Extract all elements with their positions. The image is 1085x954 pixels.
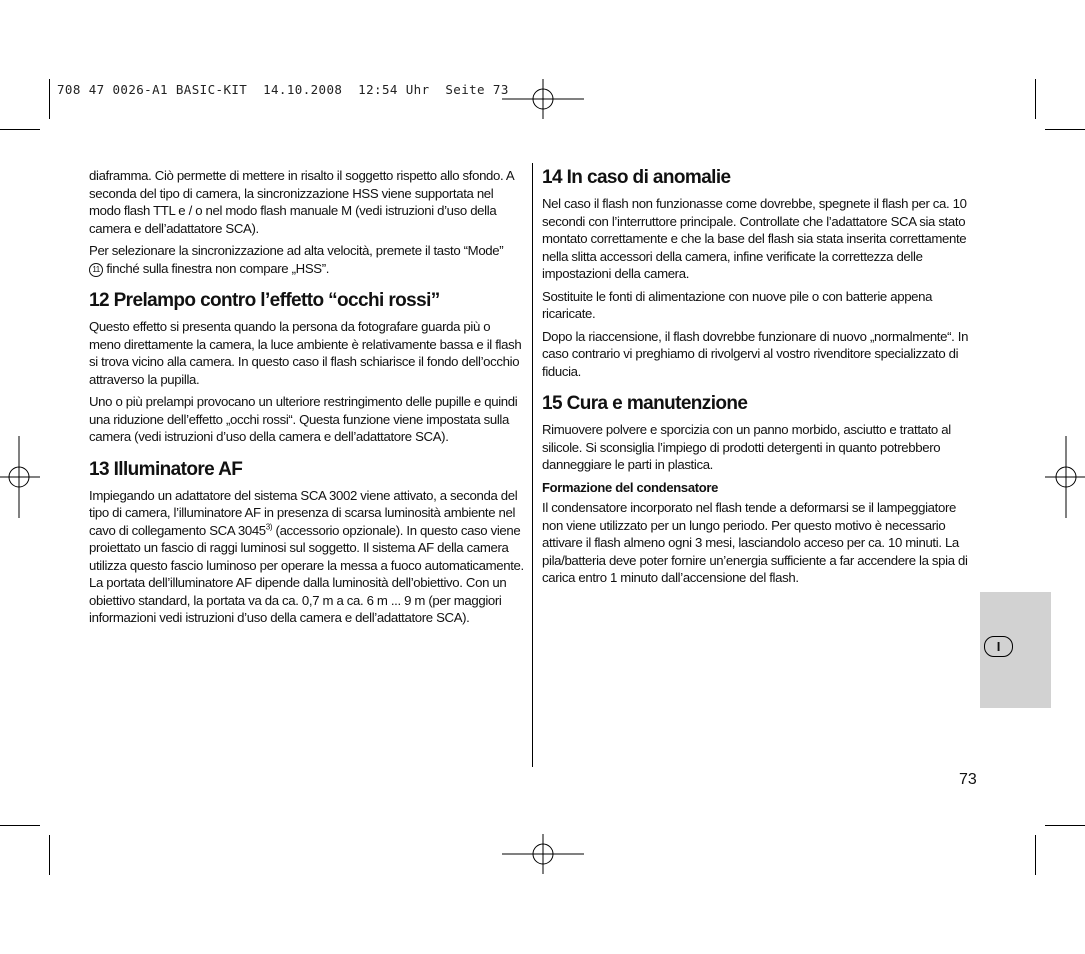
right-column bbox=[542, 167, 979, 592]
crop-mark-top-left-h bbox=[0, 129, 40, 130]
section-13-paragraph-1 bbox=[89, 487, 525, 627]
intro-paragraph-1: diaframma. Ciò permette di mettere in risalto il soggetto rispetto allo sfondo. A seconda del tipo di camera, la sincronizzazione HSS viene supportata nel modo flash TTL e / o nel modo flash manuale M (vedi istruzioni d’uso della camera e dell’adattatore SCA). bbox=[89, 168, 514, 236]
section-13-text-a: Impiegando un adattatore del sistema SCA 3002 viene attivato, a seconda del tipo di camera, l’illuminatore AF in presenza di scarsa luminosità ambiente nel cavo di collegamento SCA 3045 bbox=[89, 487, 518, 538]
print-slug: 708 47 0026-A1 BASIC-KIT 14.10.2008 12:54 Uhr Seite 73 bbox=[57, 82, 509, 97]
footnote-ref: 3) bbox=[265, 522, 273, 532]
section-13-text-b: (accessorio opzionale). In questo caso viene proiettato un fascio di raggi luminosi sul soggetto. Il sistema AF della camera utilizza questo fascio luminoso per operare la messa a fuoco automaticamente. La portata dell’illuminatore AF dipende dalla luminosità dell’obiettivo. Con un obiettivo standard, la portata va da ca. 0,7 m a ca. 6 m ... 9 m (per maggiori informazioni vedi istruzioni d’uso della camera e dell’adattatore SCA). bbox=[89, 522, 524, 625]
section-14-paragraph-2: Sostituite le fonti di alimentazione con nuove pile o con batterie appena ricaricate. bbox=[542, 288, 933, 321]
intro-paragraph-2 bbox=[89, 242, 525, 277]
section-15-paragraph-2: Il condensatore incorporato nel flash tende a deformarsi se il lampeggiatore non viene utilizzato per un lungo periodo. Per questo motivo è necessario attivare il flash almeno ogni 3 mesi, lasciandolo acceso per ca. 10 minuti. La pila/batteria deve poter fornire un’energia sufficiente a far accendere la spia di carica entro 1 minuto dall’accensione del flash. bbox=[542, 500, 968, 585]
section-12-paragraph-1: Questo effetto si presenta quando la persona da fotografare guarda più o meno direttamente la camera, la luce ambiente è relativamente bassa e il flash si trova vicino alla camera. In questo caso il flash schiarisce il fondo dell’occhio attraverso la pupilla. bbox=[89, 319, 522, 387]
crop-mark-bottom-left-v bbox=[49, 835, 50, 875]
crop-mark-bottom-right-h bbox=[1045, 825, 1085, 826]
section-15-title: 15 Cura e manutenzione bbox=[542, 393, 748, 414]
left-column bbox=[89, 167, 525, 632]
registration-mark-top bbox=[502, 79, 584, 119]
section-15-subheading: Formazione del condensatore bbox=[542, 479, 719, 495]
section-12-paragraph-2: Uno o più prelampi provocano un ulteriore restringimento delle pupille e quindi una riduzione dell’effetto „occhi rossi“. Questa funzione viene impostata sulla camera (vedi istruzioni d’uso della camera e dell’adattatore SCA). bbox=[89, 394, 518, 444]
section-14-paragraph-3: Dopo la riaccensione, il flash dovrebbe funzionare di nuovo „normalmente“. In caso contrario vi preghiamo di rivolgervi al vostro rivenditore specializzato di fiducia. bbox=[542, 328, 969, 379]
circled-number-11-icon: 11 bbox=[89, 263, 103, 277]
column-divider bbox=[532, 163, 533, 767]
registration-mark-bottom bbox=[502, 834, 584, 874]
intro-paragraph-2-text-b: finché sulla finestra non compare „HSS”. bbox=[103, 260, 330, 276]
crop-mark-top-right-h bbox=[1045, 129, 1085, 130]
section-14-paragraph-1: Nel caso il flash non funzionasse come dovrebbe, spegnete il flash per ca. 10 secondi con l’interruttore principale. Controllate che l’adattatore SCA sia stato montato correttamente e che la base del flash sia stata inserita correttamente nella slitta accessori della camera, infine verificate la correttezza delle impostazioni della camera. bbox=[542, 196, 967, 281]
language-badge: I bbox=[984, 636, 1013, 657]
crop-mark-top-left-v bbox=[49, 79, 50, 119]
section-13-title: 13 Illuminatore AF bbox=[89, 458, 243, 480]
intro-paragraph-2-text-a: Per selezionare la sincronizzazione ad alta velocità, premete il tasto “Mode” bbox=[89, 243, 504, 258]
section-14-title: 14 In caso di anomalie bbox=[542, 167, 731, 188]
section-12-title: 12 Prelampo contro l’effetto “occhi rossi” bbox=[89, 290, 440, 311]
crop-mark-top-right-v bbox=[1035, 79, 1036, 119]
page-number: 73 bbox=[959, 771, 977, 788]
section-15-paragraph-1: Rimuovere polvere e sporcizia con un panno morbido, asciutto e trattato al silicole. Si sconsiglia l’impiego di prodotti detergenti in quanto potrebbero danneggiare le parti in plastica. bbox=[542, 422, 951, 472]
crop-mark-bottom-left-h bbox=[0, 825, 40, 826]
registration-mark-right bbox=[1045, 436, 1085, 518]
registration-mark-left bbox=[0, 436, 40, 518]
crop-mark-bottom-right-v bbox=[1035, 835, 1036, 875]
